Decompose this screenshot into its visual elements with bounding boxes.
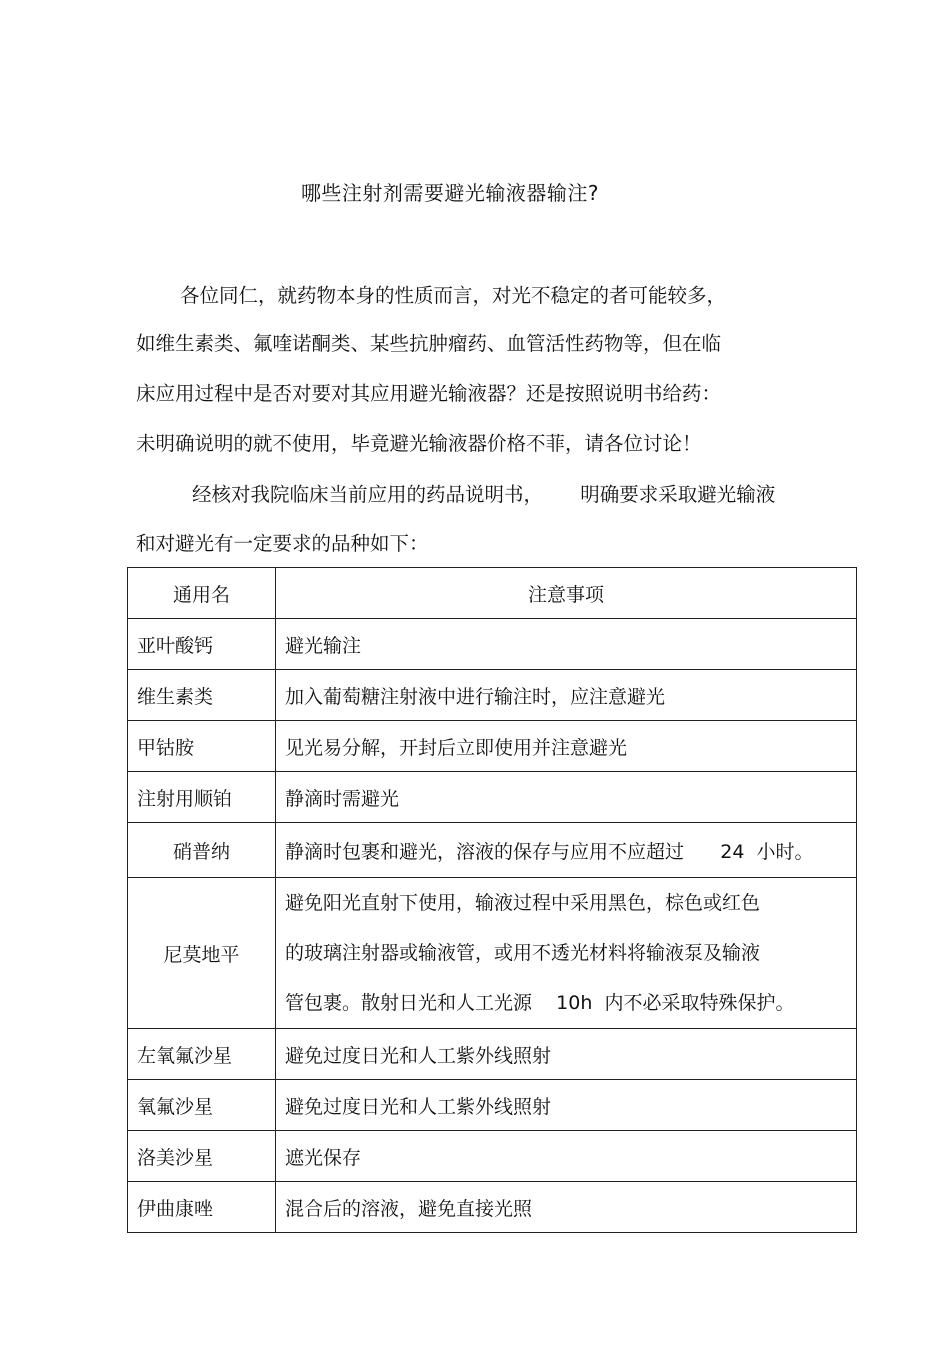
- drug-name: 氧氟沙星: [128, 1080, 276, 1131]
- header-precautions: 注意事项: [276, 568, 857, 619]
- table-row: [128, 721, 857, 772]
- drug-name: 注射用顺铂: [128, 772, 276, 823]
- drug-note: 遮光保存: [276, 1131, 857, 1182]
- drug-note-line: 管包裹。散射日光和人工光源 10h 内不必采取特殊保护。: [285, 992, 795, 1014]
- document-title: 哪些注射剂需要避光输液器输注?: [300, 181, 600, 205]
- table-row: [128, 1080, 857, 1131]
- drug-note-line: 避免阳光直射下使用，输液过程中采用黑色，棕色或红色: [285, 892, 761, 914]
- drug-note: 避光输注: [276, 619, 857, 670]
- intro-line-1: 各位同仁，就药物本身的性质而言，对光不稳定的者可能较多，: [180, 284, 727, 307]
- drug-light-protection-table: [127, 567, 857, 1233]
- table-row: [128, 619, 857, 670]
- table-row: [128, 1182, 857, 1233]
- drug-note: 避免过度日光和人工紫外线照射: [276, 1080, 857, 1131]
- table-row: [128, 878, 857, 1029]
- drug-name: 伊曲康唑: [128, 1182, 276, 1233]
- drug-name: 亚叶酸钙: [128, 619, 276, 670]
- header-generic-name: 通用名: [128, 568, 276, 619]
- drug-note: 混合后的溶液，避免直接光照: [276, 1182, 857, 1233]
- drug-note: 静滴时包裹和避光，溶液的保存与应用不应超过 24 小时。: [276, 823, 857, 878]
- drug-note: [276, 878, 857, 1029]
- intro-line-2: 如维生素类、氟喹诺酮类、某些抗肿瘤药、血管活性药物等，但在临: [136, 332, 722, 355]
- drug-name: 洛美沙星: [128, 1131, 276, 1182]
- drug-note: 加入葡萄糖注射液中进行输注时，应注意避光: [276, 670, 857, 721]
- table-row: [128, 670, 857, 721]
- summary-line-1: 经核对我院临床当前应用的药品说明书， 明确要求采取避光输液: [192, 483, 776, 506]
- drug-name: 硝普纳: [128, 823, 276, 878]
- drug-name: 尼莫地平: [128, 878, 276, 1029]
- drug-note: 见光易分解，开封后立即使用并注意避光: [276, 721, 857, 772]
- table-row: [128, 823, 857, 878]
- intro-line-3: 床应用过程中是否对要对其应用避光输液器？还是按照说明书给药：: [136, 382, 722, 405]
- drug-name: 维生素类: [128, 670, 276, 721]
- table-row: [128, 772, 857, 823]
- drug-name: 甲钴胺: [128, 721, 276, 772]
- table-header-row: [128, 568, 857, 619]
- summary-line-2: 和对避光有一定要求的品种如下：: [136, 532, 429, 555]
- table-row: [128, 1131, 857, 1182]
- drug-note: 静滴时需避光: [276, 772, 857, 823]
- drug-note: 避免过度日光和人工紫外线照射: [276, 1029, 857, 1080]
- drug-note-line: 的玻璃注射器或输液管，或用不透光材料将输液泵及输液: [285, 942, 761, 964]
- table-row: [128, 1029, 857, 1080]
- drug-name: 左氧氟沙星: [128, 1029, 276, 1080]
- intro-line-4: 未明确说明的就不使用，毕竟避光输液器价格不菲，请各位讨论！: [136, 432, 702, 455]
